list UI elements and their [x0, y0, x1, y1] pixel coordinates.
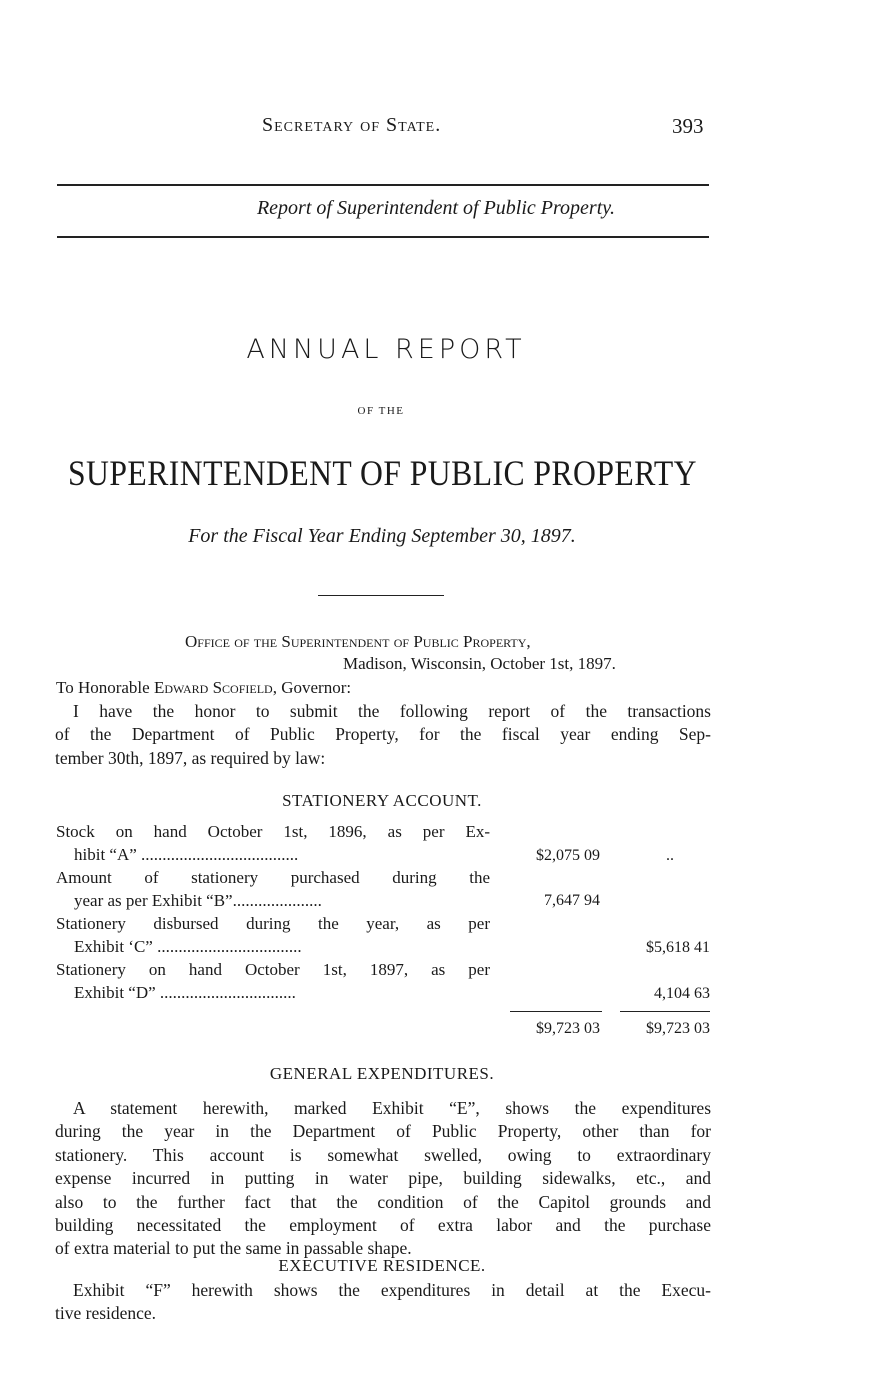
executive-residence-heading: EXECUTIVE RESIDENCE. [278, 1256, 486, 1275]
general-expenditures-heading: GENERAL EXPENDITURES. [269, 1064, 495, 1083]
account-row-line1: Amount of stationery purchased during the [56, 868, 490, 887]
general-line: A statement herewith, marked Exhibit “E”, shows the expenditures [73, 1098, 711, 1118]
sum-rule-col1 [510, 1011, 602, 1012]
title-divider [318, 595, 444, 596]
account-row [56, 914, 490, 934]
account-row-line1: Stationery on hand October 1st, 1897, as per [56, 960, 490, 979]
general-line: of extra material to put the same in passable shape. [55, 1238, 412, 1259]
general-line: also to the further fact that the condition of the Capitol grounds and [55, 1191, 711, 1212]
sum-rule-col2 [620, 1011, 710, 1012]
account-amount-col2: 4,104 63 [654, 985, 710, 1002]
executive-line: tive residence. [55, 1303, 157, 1324]
executive-paragraph [55, 1279, 711, 1326]
total-col2: $9,723 03 [646, 1020, 710, 1037]
main-title: SUPERINTENDENT OF PUBLIC PROPERTY [68, 453, 697, 493]
account-amount-col2: .. [666, 847, 674, 864]
intro-line: of the Department of Public Property, for the fiscal year ending Sep- [55, 724, 711, 745]
account-row-line2: Exhibit “D” ................................ [74, 983, 296, 1002]
general-line: during the year in the Department of Public Property, other than for [55, 1121, 711, 1142]
account-amount-col2: $5,618 41 [646, 939, 710, 956]
place-date-line: Madison, Wisconsin, October 1st, 1897. [343, 654, 616, 673]
account-row-line1: Stationery disbursed during the year, as per [56, 914, 490, 933]
page-number: 393 [672, 114, 704, 138]
account-row-line2: year as per Exhibit “B”..................... [74, 891, 322, 910]
account-amount-col1: 7,647 94 [544, 892, 600, 909]
stationery-heading: STATIONERY ACCOUNT. [282, 791, 482, 810]
salutation-suffix: , Governor: [272, 678, 352, 697]
top-rule [57, 184, 709, 186]
account-row-line1: Stock on hand October 1st, 1896, as per Ex- [56, 822, 490, 841]
account-row [56, 960, 490, 980]
intro-paragraph [55, 700, 711, 770]
office-line: Office of the Superintendent of Public Property, [185, 632, 531, 651]
caption-rule [57, 236, 709, 238]
general-line: building necessitated the employment of extra labor and the purchase [55, 1215, 711, 1236]
of-the-text: OF THE [357, 405, 405, 417]
salutation [56, 678, 351, 698]
account-row [56, 868, 490, 888]
account-row-line2: Exhibit ‘C” .................................. [74, 937, 302, 956]
governor-name: Edward Scofield [153, 678, 273, 697]
general-paragraph [55, 1097, 711, 1261]
general-line: expense incurred in putting in water pipe, building sidewalks, etc., and [55, 1168, 711, 1189]
account-row [56, 822, 490, 842]
running-head: Secretary of State. [262, 114, 442, 136]
general-line: stationery. This account is somewhat swelled, owing to extraordinary [55, 1144, 711, 1165]
executive-line: Exhibit “F” herewith shows the expenditures in detail at the Execu- [73, 1280, 711, 1300]
account-row-line2: hibit “A” ..................................... [74, 845, 299, 864]
total-col1: $9,723 03 [536, 1020, 600, 1037]
salutation-prefix: To Honorable [56, 678, 154, 697]
intro-line: tember 30th, 1897, as required by law: [55, 747, 326, 768]
intro-line: I have the honor to submit the following report of the transactions [73, 701, 711, 721]
report-caption: Report of Superintendent of Public Property. [256, 197, 616, 219]
annual-report-heading: ANNUAL REPORT [246, 334, 526, 365]
fiscal-year-subtitle: For the Fiscal Year Ending September 30, 1897. [188, 525, 576, 547]
account-amount-col1: $2,075 09 [536, 847, 600, 864]
